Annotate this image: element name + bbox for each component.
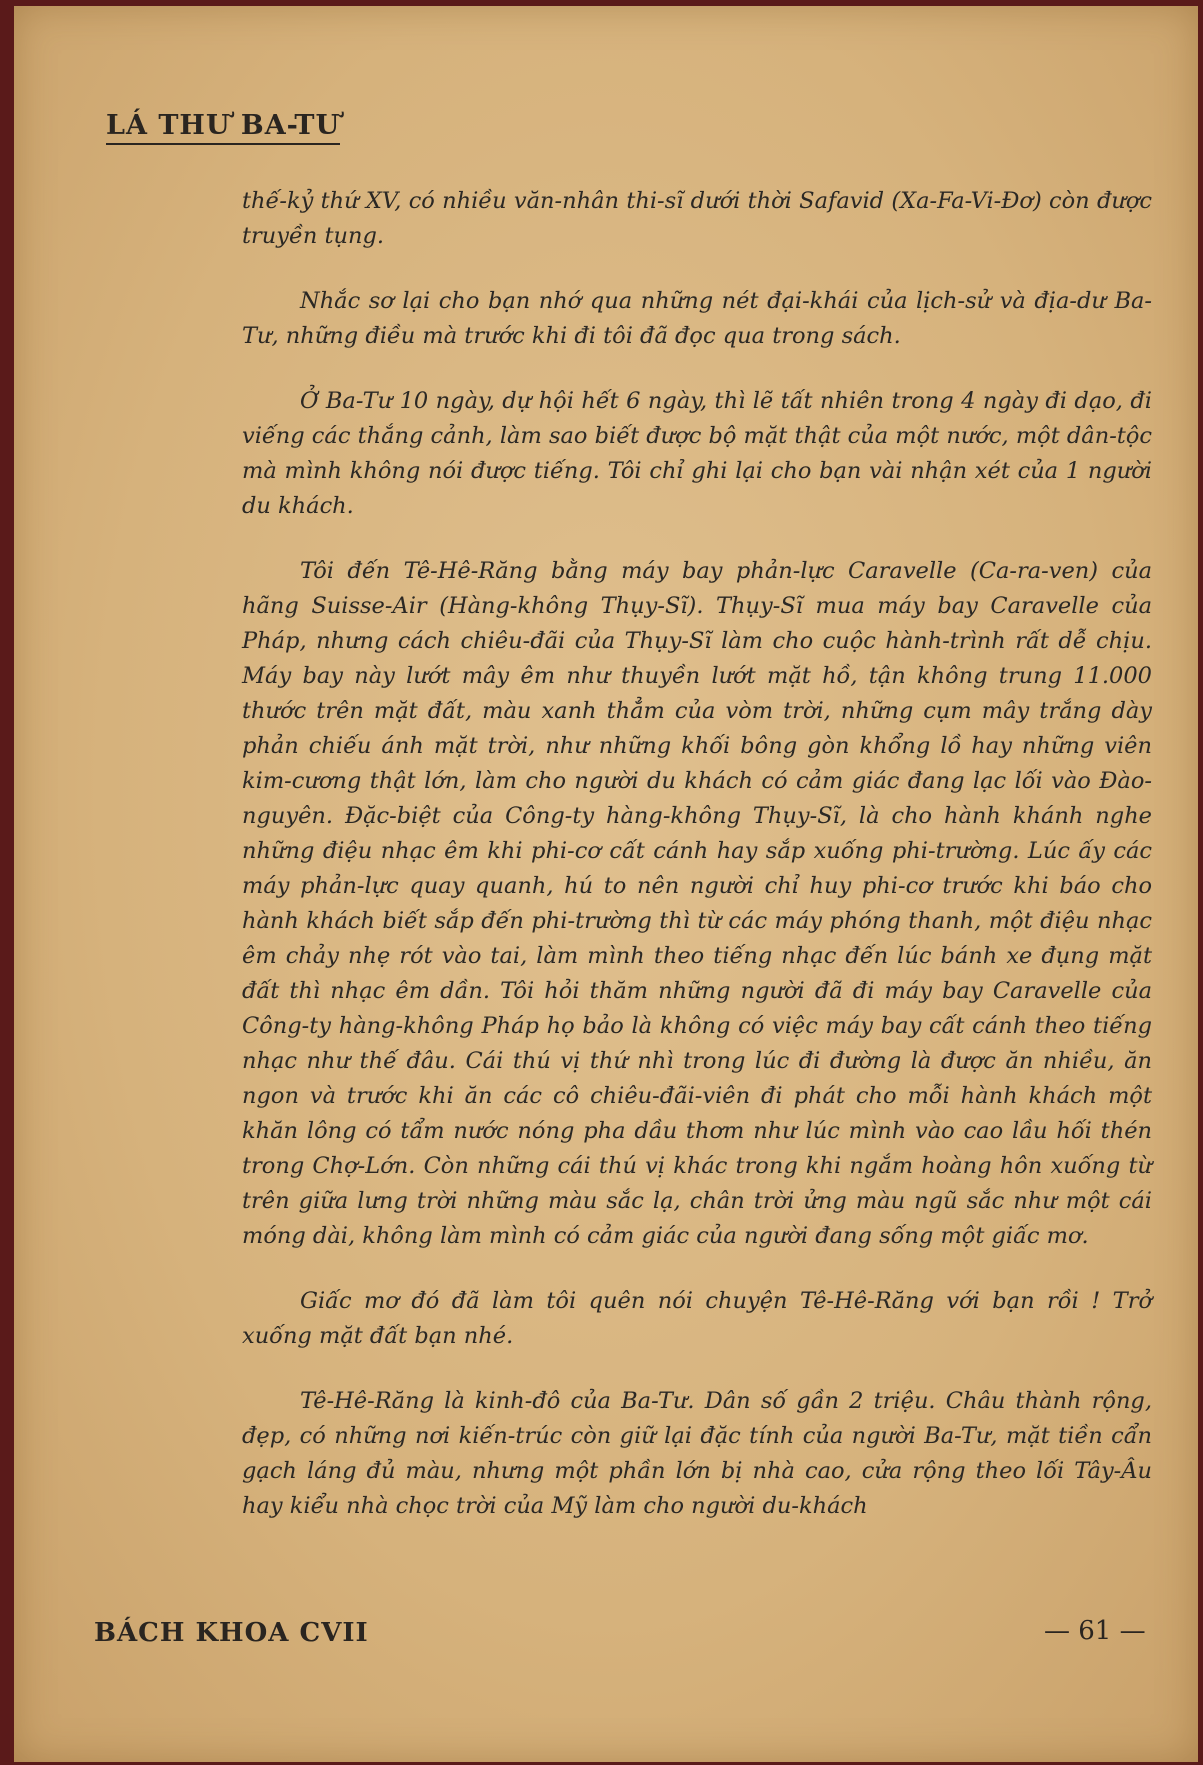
article-body: [242, 184, 1152, 1554]
paragraph: Tê-Hê-Răng là kinh-đô của Ba-Tư. Dân số gần 2 triệu. Châu thành rộng, đẹp, có những nơi kiến-trúc còn giữ lại đặc tính của người Ba-Tư, mặt tiền cẩn gạch láng đủ màu, nhưng một phần lớn bị nhà cao, cửa rộng theo lối Tây-Âu hay kiểu nhà chọc trời của Mỹ làm cho người du-khách: [242, 1388, 1152, 1519]
footer-publication: BÁCH KHOA CVII: [94, 1618, 369, 1648]
paragraph: thế-kỷ thứ XV, có nhiều văn-nhân thi-sĩ dưới thời Safavid (Xa-Fa-Vi-Đơ) còn được truyền tụng.: [242, 188, 1152, 249]
page-header-title: LÁ THƯ BA-TƯ: [106, 110, 340, 145]
paragraph: Tôi đến Tê-Hê-Răng bằng máy bay phản-lực Caravelle (Ca-ra-ven) của hãng Suisse-Air (Hàng-không Thụy-Sĩ). Thụy-Sĩ mua máy bay Caravelle của Pháp, nhưng cách chiêu-đãi của Thụy-Sĩ làm cho cuộc hành-trình rất dễ chịu. Máy bay này lướt mây êm như thuyền lướt mặt hồ, tận không trung 11.000 thước trên mặt đất, màu xanh thẳm của vòm trời, những cụm mây trắng dày phản chiếu ánh mặt trời, như những khối bông gòn khổng lồ hay những viên kim-cương thật lớn, làm cho người du khách có cảm giác đang lạc lối vào Đào-nguyên. Đặc-biệt của Công-ty hàng-không Thụy-Sĩ, là cho hành khánh nghe những điệu nhạc êm khi phi-cơ cất cánh hay sắp xuống phi-trường. Lúc ấy các máy phản-lực quay quanh, hú to nên người chỉ huy phi-cơ trước khi báo cho hành khách biết sắp đến phi-trường thì từ các máy phóng thanh, một điệu nhạc êm chảy nhẹ rót vào tai, làm mình theo tiếng nhạc đến lúc bánh xe đụng mặt đất thì nhạc êm dần. Tôi hỏi thăm những người đã đi máy bay Caravelle của Công-ty hàng-không Pháp họ bảo là không có việc máy bay cất cánh theo tiếng nhạc như thế đâu. Cái thú vị thứ nhì trong lúc đi đường là được ăn nhiều, ăn ngon và trước khi ăn các cô chiêu-đãi-viên đi phát cho mỗi hành khách một khăn lông có tẩm nước nóng pha dầu thơm như lúc mình vào cao lầu hối thén trong Chợ-Lớn. Còn những cái thú vị khác trong khi ngắm hoàng hôn xuống từ trên giữa lưng trời những màu sắc lạ, chân trời ửng màu ngũ sắc như một cái móng dài, không làm mình có cảm giác của người đang sống một giấc mơ.: [242, 558, 1152, 1249]
paragraph: Ở Ba-Tư 10 ngày, dự hội hết 6 ngày, thì lẽ tất nhiên trong 4 ngày đi dạo, đi viếng các thắng cảnh, làm sao biết được bộ mặt thật của một nước, một dân-tộc mà mình không nói được tiếng. Tôi chỉ ghi lại cho bạn vài nhận xét của 1 người du khách.: [242, 388, 1152, 519]
footer-page-number: — 61 —: [1044, 1616, 1146, 1646]
paragraph: Nhắc sơ lại cho bạn nhớ qua những nét đại-khái của lịch-sử và địa-dư Ba-Tư, những điều mà trước khi đi tôi đã đọc qua trong sách.: [242, 288, 1152, 349]
paragraph: Giấc mơ đó đã làm tôi quên nói chuyện Tê-Hê-Răng với bạn rồi ! Trở xuống mặt đất bạn nhé.: [242, 1288, 1152, 1349]
document-page: [14, 6, 1198, 1762]
